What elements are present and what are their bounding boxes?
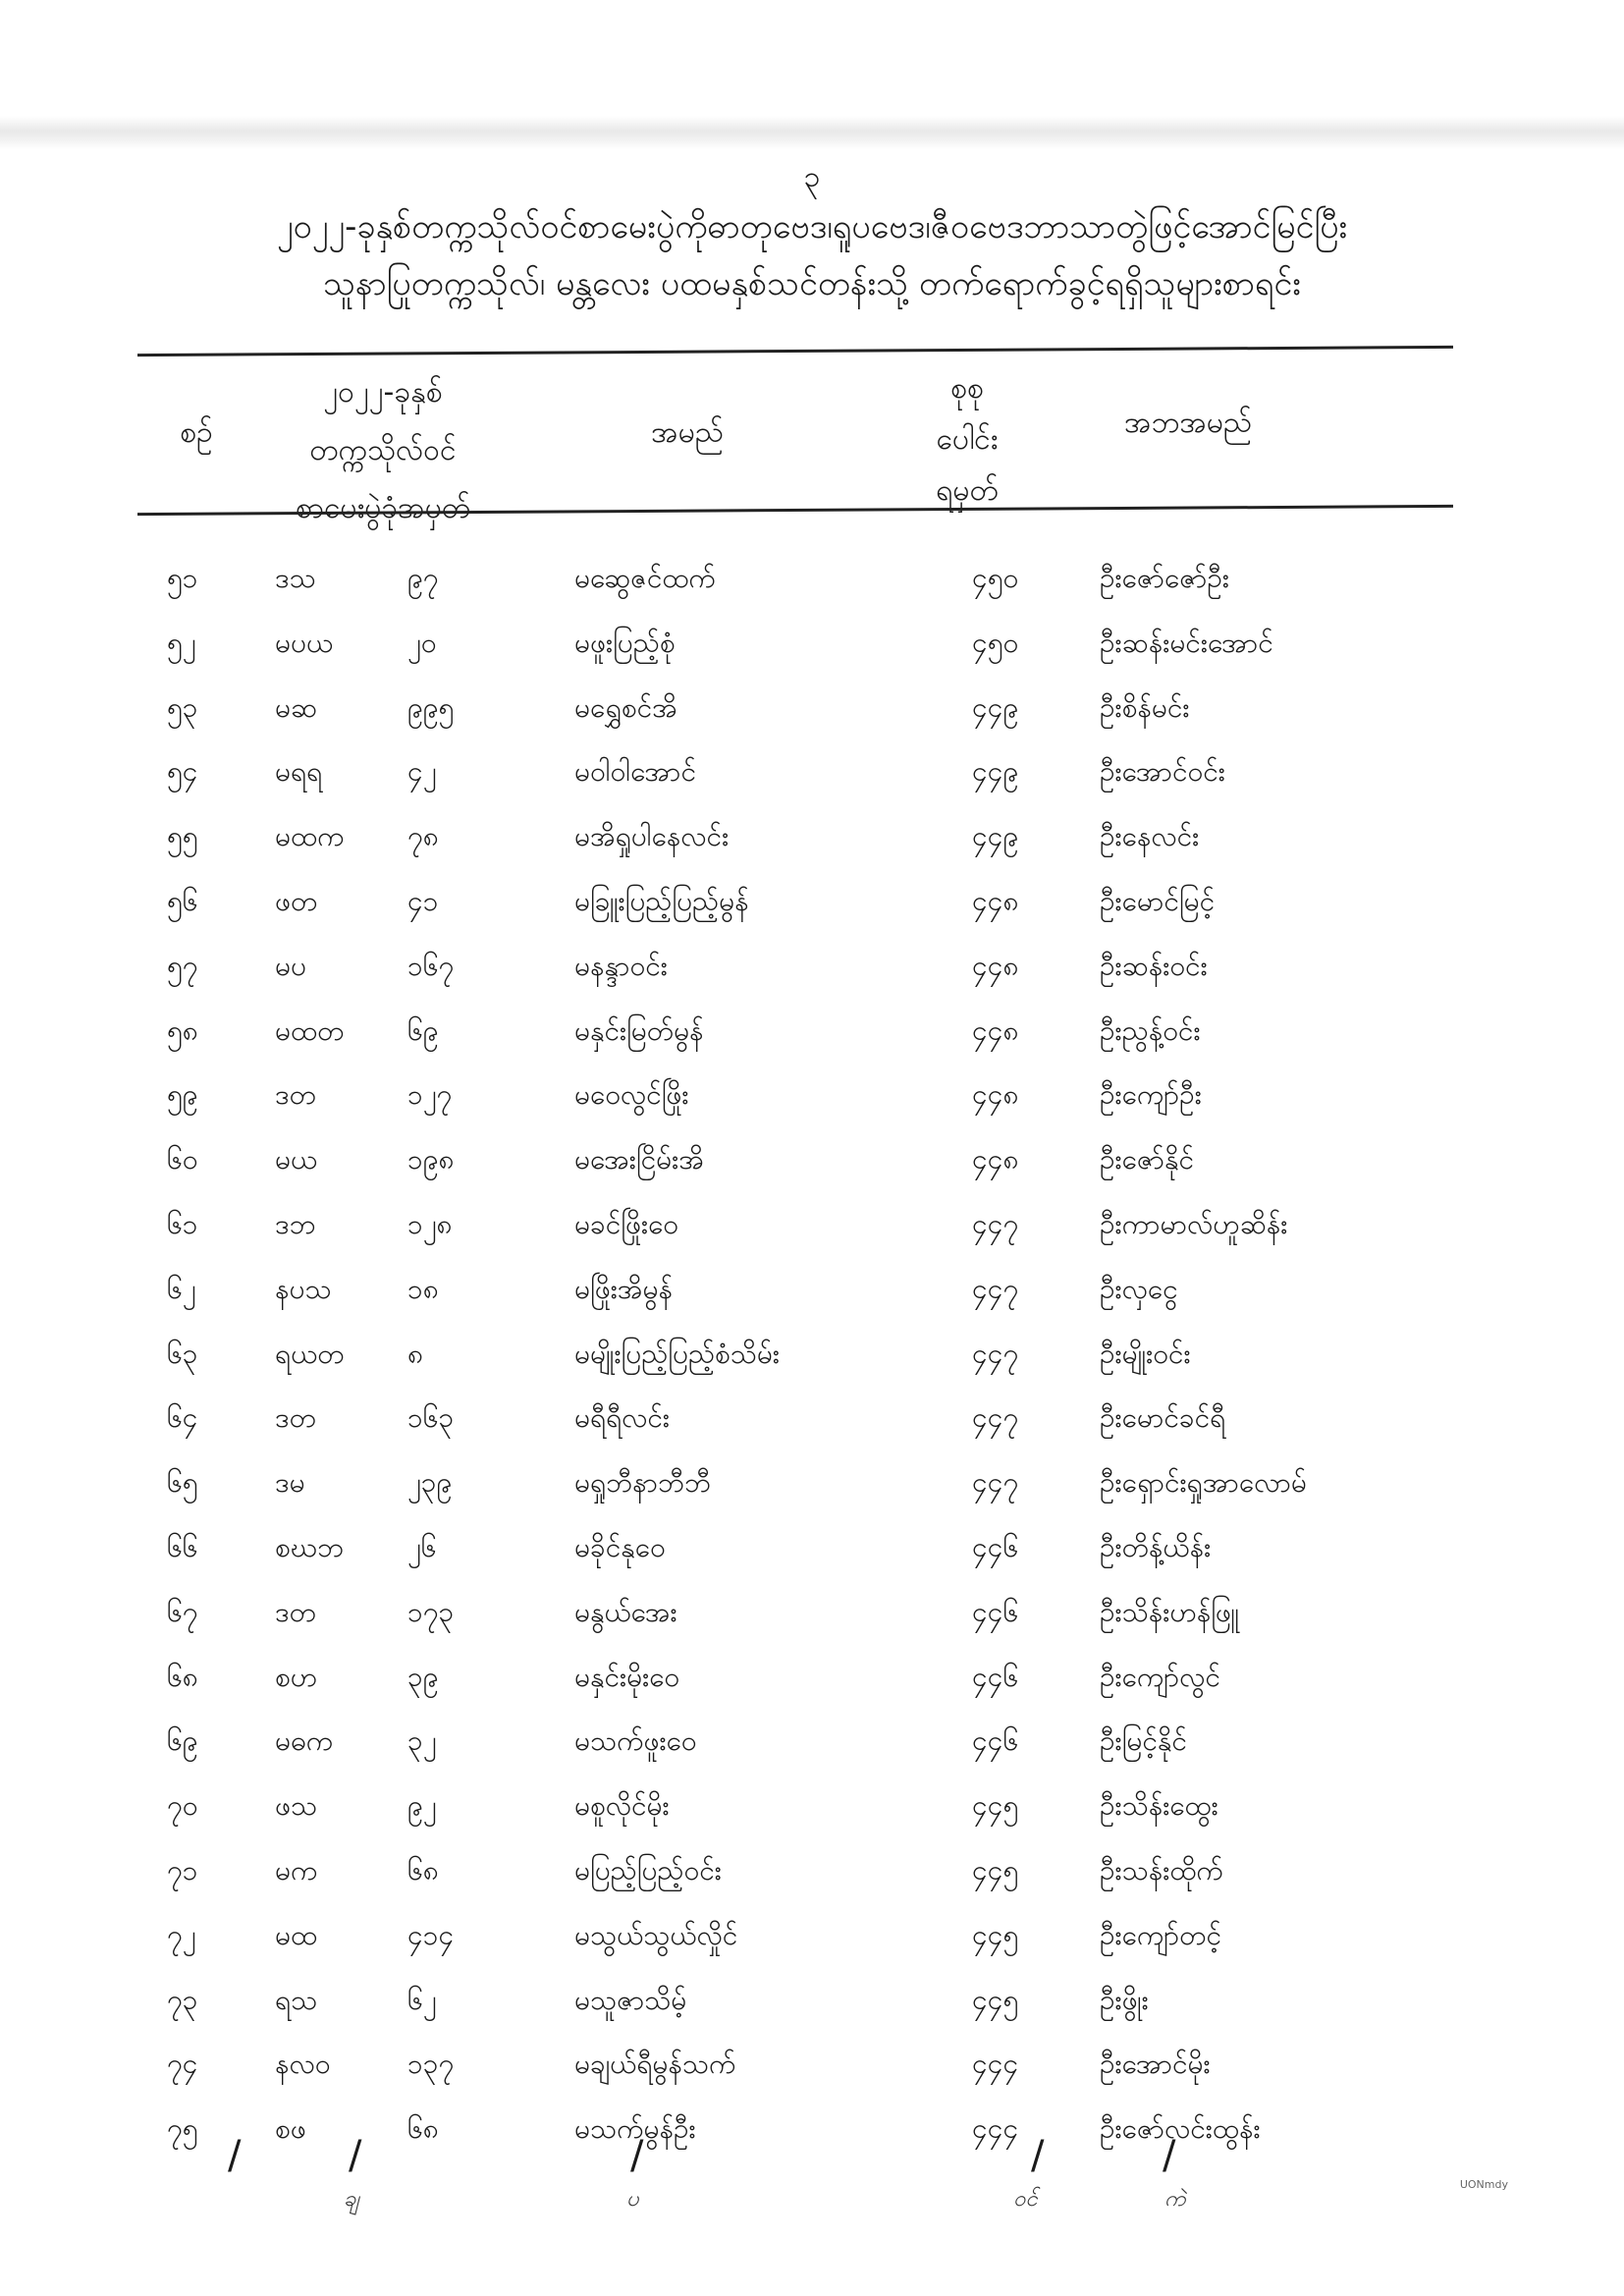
signature-initial: ပ	[626, 2187, 639, 2212]
cell-roll: ၄၅၀	[972, 626, 1019, 659]
cell-no: ၆၈	[167, 1660, 198, 1693]
cell-roll: ၄၄၈	[972, 1143, 1019, 1176]
table-row	[0, 1012, 1624, 1077]
table-row	[0, 1271, 1624, 1336]
cell-father: ဦးလှငွေ	[1100, 1272, 1178, 1305]
cell-name: မခိုင်နုဝေ	[574, 1530, 666, 1563]
title-line-2: သူနာပြုတက္ကသိုလ်၊ မန္တလေး ပထမနှစ်သင်တန်းသို့ တက်ရောက်ခွင့်ရရှိသူများစာရင်း	[323, 264, 1301, 303]
cell-major: မပယ	[275, 626, 334, 659]
cell-father: ဦးဇော်ဇော်ဦး	[1100, 562, 1230, 594]
cell-major: မထတ	[275, 1013, 345, 1047]
cell-no: ၆၃	[167, 1337, 198, 1370]
cell-num: ၆၈	[407, 1853, 439, 1886]
cell-no: ၅၂	[167, 626, 196, 659]
cell-major: ဒတ	[275, 1401, 316, 1435]
cell-no: ၅၆	[167, 884, 198, 917]
cell-name: မရွှေစင်အိ	[574, 690, 677, 724]
table-row	[0, 1852, 1624, 1917]
cell-name: မအေးငြိမ်းအိ	[574, 1143, 704, 1176]
table-body	[0, 560, 1624, 2175]
cell-major: ဒတ	[275, 1595, 316, 1628]
table-row	[0, 753, 1624, 818]
cell-no: ၇၁	[167, 1853, 198, 1886]
cell-roll: ၄၅၀	[972, 562, 1019, 594]
table-row	[0, 1464, 1624, 1529]
cell-num: ၉၂	[407, 1789, 437, 1823]
check-mark: /	[1031, 2133, 1045, 2178]
cell-num: ၁၆၇	[407, 949, 455, 982]
table-top-rule	[137, 346, 1453, 356]
cell-no: ၅၄	[167, 755, 198, 789]
cell-no: ၅၃	[167, 690, 198, 724]
cell-father: ဦးဆန်းဝင်း	[1100, 949, 1208, 982]
table-row	[0, 1722, 1624, 1787]
cell-roll: ၄၄၇	[972, 1401, 1019, 1435]
cell-no: ၆၁	[167, 1207, 198, 1240]
cell-no: ၇၀	[167, 1789, 198, 1823]
signature-initial: ချ	[344, 2187, 359, 2212]
cell-no: ၆၀	[167, 1143, 198, 1176]
cell-name: မဝါဝါအောင်	[574, 755, 696, 789]
cell-no: ၆၅	[167, 1466, 198, 1500]
cell-father: ဦးကျော်ဦး	[1100, 1078, 1202, 1112]
table-row	[0, 560, 1624, 625]
check-mark: /	[1163, 2133, 1176, 2178]
header-father-name: အဘအမည်	[1123, 406, 1253, 440]
cell-name: မခြူးပြည့်ပြည့်မွန်	[574, 884, 749, 917]
table-row	[0, 1982, 1624, 2047]
cell-major: နပသ	[275, 1272, 332, 1305]
cell-no: ၅၇	[167, 949, 198, 982]
cell-father: ဦးဇော်လင်းထွန်း	[1100, 2112, 1261, 2146]
cell-num: ၈	[407, 1337, 423, 1370]
cell-name: မမျိုးပြည့်ပြည့်စံသိမ်း	[574, 1337, 780, 1370]
cell-num: ၇၈	[407, 820, 439, 853]
table-row	[0, 2110, 1624, 2175]
table-row	[0, 2046, 1624, 2110]
cell-roll: ၄၄၅	[972, 1853, 1019, 1886]
cell-father: ဦးဆန်းမင်းအောင်	[1100, 626, 1273, 659]
table-row	[0, 1206, 1624, 1271]
cell-major: ရသ	[275, 1983, 318, 2016]
cell-father: ဦးဇော်နိုင်	[1100, 1143, 1195, 1176]
header-exam-line-1: ၂၀၂၂-ခုနှစ်	[323, 375, 443, 410]
cell-roll: ၄၄၆	[972, 1530, 1019, 1563]
cell-major: စဟ	[275, 1660, 318, 1693]
cell-name: မအိရှုပါနေလင်း	[574, 820, 730, 853]
cell-father: ဦးမြင့်နိုင်	[1100, 1724, 1187, 1758]
cell-major: မဆ	[275, 690, 318, 724]
cell-father: ဦးသိန်းဟန်ဖြူ	[1100, 1595, 1239, 1628]
cell-name: မစူလိုင်မိုး	[574, 1789, 670, 1823]
cell-father: ဦးမျိုးဝင်း	[1100, 1337, 1191, 1370]
cell-no: ၆၆	[167, 1530, 198, 1563]
cell-no: ၇၂	[167, 1918, 196, 1951]
cell-num: ၁၂၇	[407, 1078, 453, 1112]
cell-num: ၄၁၄	[407, 1918, 455, 1951]
cell-major: ဖသ	[275, 1789, 318, 1823]
cell-num: ၁၉၈	[407, 1143, 455, 1176]
table-row	[0, 948, 1624, 1012]
cell-father: ဦးဖွိုး	[1100, 1983, 1149, 2016]
cell-name: မနွယ်အေး	[574, 1595, 677, 1628]
cell-no: ၇၃	[167, 1983, 198, 2016]
cell-major: မဓက	[275, 1724, 334, 1758]
cell-no: ၅၉	[167, 1078, 198, 1112]
table-row	[0, 689, 1624, 754]
cell-major: နလဝ	[275, 2048, 331, 2081]
cell-name: မသက်မွန်ဦး	[574, 2112, 696, 2146]
cell-major: ဖတ	[275, 884, 318, 917]
cell-num: ၆၉	[407, 1013, 439, 1047]
cell-major: ဒမ	[275, 1466, 305, 1500]
cell-no: ၆၇	[167, 1595, 198, 1628]
cell-no: ၅၅	[167, 820, 198, 853]
cell-major: ဒဘ	[275, 1207, 316, 1240]
cell-num: ၁၈	[407, 1272, 439, 1305]
header-total-marks	[903, 363, 1031, 517]
cell-num: ၃၉	[407, 1660, 439, 1693]
table-row	[0, 1659, 1624, 1723]
title-line-1: ၂၀၂၂-ခုနှစ်တက္ကသိုလ်ဝင်စာမေးပွဲကိုဓာတုဗေဒ၊ရူပဗေဒ၊ဇီဝဗေဒဘာသာတွဲဖြင့်အောင်မြင်ပြီး	[276, 207, 1348, 246]
cell-roll: ၄၄၈	[972, 949, 1019, 982]
cell-name: မဝေလွင်ဖြိုး	[574, 1078, 689, 1112]
cell-no: ၆၉	[167, 1724, 198, 1758]
table-row	[0, 1787, 1624, 1852]
scan-shadow-band	[0, 116, 1624, 149]
cell-name: မသက်ဖူးဝေ	[574, 1724, 697, 1758]
cell-father: ဦးအောင်မိုး	[1100, 2048, 1211, 2081]
cell-roll: ၄၄၈	[972, 1078, 1019, 1112]
check-mark: /	[349, 2133, 362, 2178]
header-name: အမည်	[651, 415, 724, 450]
cell-roll: ၄၄၅	[972, 1983, 1019, 2016]
cell-no: ၆၂	[167, 1272, 196, 1305]
cell-roll: ၄၄၆	[972, 1724, 1019, 1758]
cell-no: ၇၄	[167, 2048, 198, 2081]
cell-num: ၁၇၃	[407, 1595, 455, 1628]
cell-roll: ၄၄၄	[972, 2048, 1019, 2081]
header-exam-line-2: တက္ကသိုလ်ဝင်	[309, 433, 457, 467]
cell-name: မဆွေဇင်ထက်	[574, 562, 716, 594]
cell-num: ၃၂	[407, 1724, 437, 1758]
cell-num: ၉၇	[407, 562, 439, 594]
cell-name: မရီရီလင်း	[574, 1401, 671, 1435]
cell-name: မနှင်းမိုးဝေ	[574, 1660, 680, 1693]
header-total-line-3: ရမှတ်	[936, 473, 999, 508]
cell-father: ဦးအောင်ဝင်း	[1100, 755, 1225, 789]
header-serial: စဉ်	[180, 415, 213, 450]
cell-name: မခင်ဖြိုးဝေ	[574, 1207, 679, 1240]
cell-num: ၁၂၈	[407, 1207, 453, 1240]
cell-major: ဒသ	[275, 562, 316, 594]
cell-roll: ၄၄၈	[972, 1013, 1019, 1047]
cell-name: မနန္ဒာဝင်း	[574, 949, 668, 982]
cell-roll: ၄၄၄	[972, 2112, 1019, 2146]
cell-major: မယ	[275, 1143, 318, 1176]
cell-father: ဦးမောင်မြင့်	[1100, 884, 1216, 917]
cell-num: ၂၆	[407, 1530, 437, 1563]
cell-major: မပ	[275, 949, 306, 982]
check-mark: /	[630, 2133, 644, 2178]
table-row	[0, 818, 1624, 883]
cell-num: ၄၂	[407, 755, 437, 789]
cell-major: ရယတ	[275, 1337, 345, 1370]
cell-num: ၆၈	[407, 2112, 439, 2146]
cell-roll: ၄၄၇	[972, 1466, 1019, 1500]
cell-major: စဃဘ	[275, 1530, 345, 1563]
cell-roll: ၄၄၆	[972, 1595, 1019, 1628]
cell-major: မက	[275, 1853, 318, 1886]
header-total-line-1: စုစု	[950, 371, 984, 406]
cell-father: ဦးညွန့်ဝင်း	[1100, 1013, 1201, 1047]
cell-num: ၂၃၉	[407, 1466, 453, 1500]
cell-no: ၅၁	[167, 562, 198, 594]
cell-name: မဖြိုးအိမွန်	[574, 1272, 673, 1305]
cell-roll: ၄၄၉	[972, 690, 1019, 724]
footer-code: UONmdy	[1459, 2178, 1508, 2191]
signature-initial: ဝင်	[1013, 2187, 1038, 2212]
table-row	[0, 1141, 1624, 1206]
cell-num: ၁၆၃	[407, 1401, 455, 1435]
cell-name: မပြည့်ပြည့်ဝင်း	[574, 1853, 722, 1886]
table-row	[0, 1336, 1624, 1400]
cell-major: စဖ	[275, 2112, 306, 2146]
cell-roll: ၄၄၅	[972, 1918, 1019, 1951]
cell-father: ဦးကျော်တင့်	[1100, 1918, 1221, 1951]
table-row	[0, 883, 1624, 948]
cell-major: မထက	[275, 820, 345, 853]
cell-roll: ၄၄၉	[972, 755, 1019, 789]
table-row	[0, 1076, 1624, 1141]
cell-name: မနှင်းမြတ်မွန်	[574, 1013, 704, 1047]
cell-major: မရရ	[275, 755, 323, 789]
cell-roll: ၄၄၉	[972, 820, 1019, 853]
cell-num: ၄၁	[407, 884, 439, 917]
cell-father: ဦးရှောင်းရှုအာလောမ်	[1100, 1466, 1307, 1500]
cell-father: ဦးသိန်းထွေး	[1100, 1789, 1218, 1823]
table-row	[0, 1399, 1624, 1464]
cell-father: ဦးနေလင်း	[1100, 820, 1200, 853]
cell-father: ဦးစိန်မင်း	[1100, 690, 1190, 724]
cell-major: ဒတ	[275, 1078, 316, 1112]
signature-initial: ကဲ	[1164, 2187, 1186, 2212]
cell-num: ၂၀	[407, 626, 437, 659]
cell-father: ဦးကာမာလ်ဟူဆိန်း	[1100, 1207, 1288, 1240]
cell-num: ၆၂	[407, 1983, 437, 2016]
table-row	[0, 1594, 1624, 1659]
cell-no: ၆၄	[167, 1401, 198, 1435]
cell-father: ဦးတိန့်ယိန်း	[1100, 1530, 1212, 1563]
cell-num: ၁၃၇	[407, 2048, 455, 2081]
cell-roll: ၄၄၇	[972, 1337, 1019, 1370]
cell-roll: ၄၄၈	[972, 884, 1019, 917]
cell-roll: ၄၄၇	[972, 1207, 1019, 1240]
cell-major: မထ	[275, 1918, 318, 1951]
table-row	[0, 1529, 1624, 1594]
cell-father: ဦးကျော်လွင်	[1100, 1660, 1220, 1693]
cell-no: ၅၈	[167, 1013, 198, 1047]
table-row	[0, 625, 1624, 689]
cell-father: ဦးသန်းထိုက်	[1100, 1853, 1223, 1886]
check-mark: /	[228, 2133, 242, 2178]
header-total-line-2: ပေါင်း	[936, 422, 999, 457]
cell-name: မရှုဘီနာဘီဘီ	[574, 1466, 711, 1500]
cell-name: မသူဇာသိမ့်	[574, 1983, 687, 2016]
cell-roll: ၄၄၆	[972, 1660, 1019, 1693]
table-row	[0, 1917, 1624, 1982]
cell-no: ၇၅	[167, 2112, 198, 2146]
cell-num: ၉၉၅	[407, 690, 455, 724]
cell-name: မသွယ်သွယ်လှိုင်	[574, 1918, 738, 1951]
header-exam-line-3: စာမေးပွဲခုံအမှတ်	[295, 491, 471, 525]
page-number: ၃	[803, 160, 821, 194]
cell-roll: ၄၄၇	[972, 1272, 1019, 1305]
cell-name: မဖူးပြည့်စုံ	[574, 626, 676, 659]
cell-roll: ၄၄၅	[972, 1789, 1019, 1823]
cell-father: ဦးမောင်ခင်ရီ	[1100, 1401, 1226, 1435]
cell-name: မချယ်ရီမွန်သက်	[574, 2048, 736, 2081]
